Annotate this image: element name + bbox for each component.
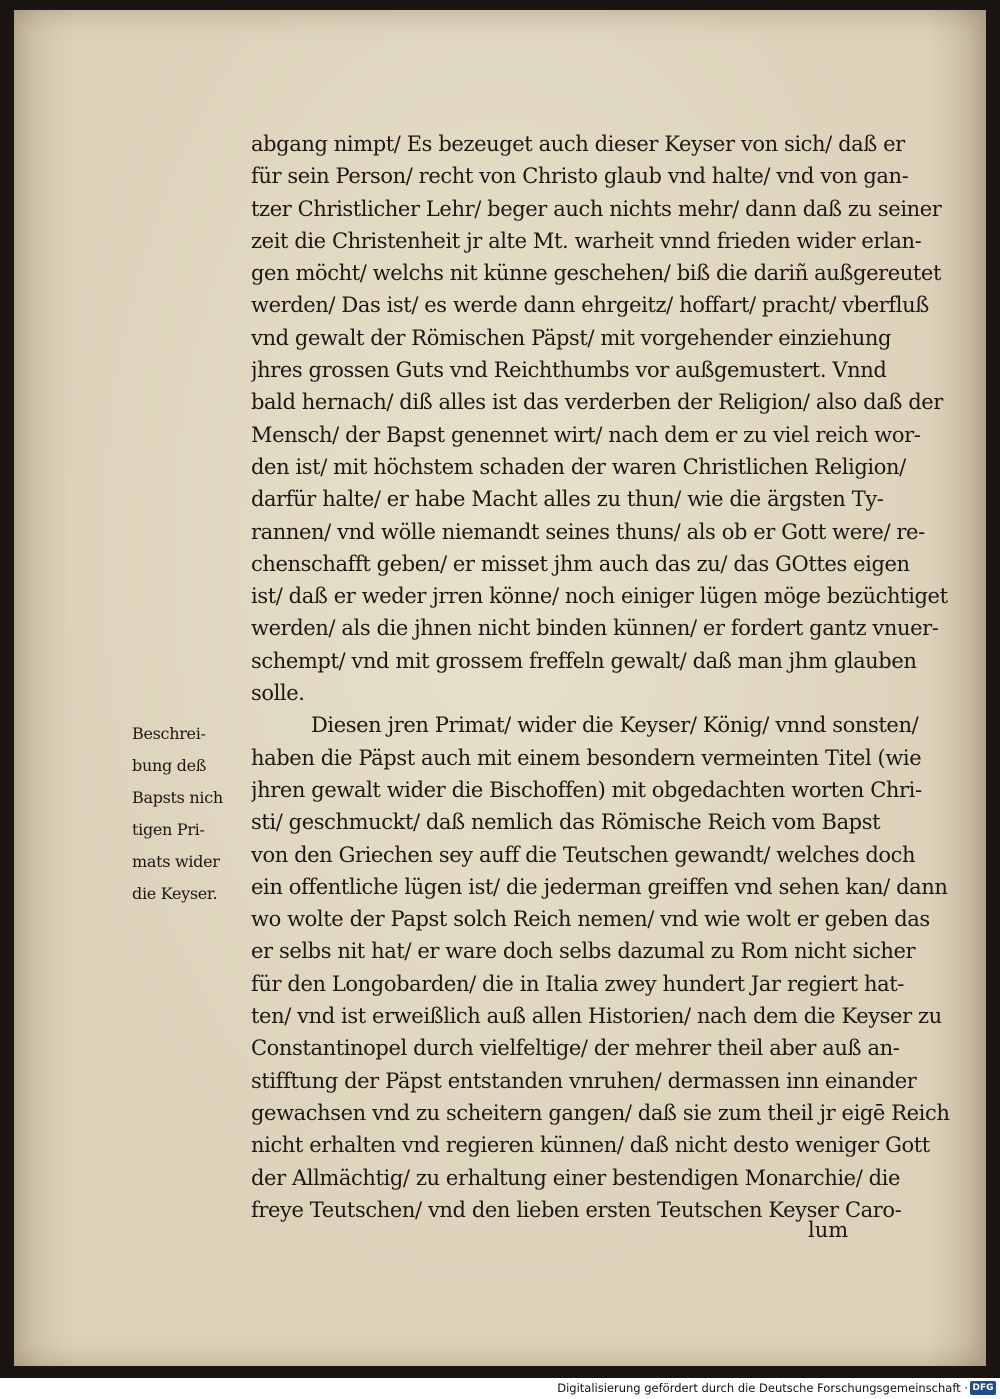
text-line: zeit die Christenheit jr alte Mt. warheit vnnd frieden wider erlan-: [251, 228, 922, 253]
text-line: nicht erhalten vnd regieren künnen/ daß nicht desto weniger Gott: [251, 1133, 930, 1158]
main-text-block: [251, 128, 963, 1226]
text-line: jhren gewalt wider die Bischoffen) mit obgedachten worten Chri-: [251, 777, 922, 802]
text-line: darfür halte/ er habe Macht alles zu thun/ wie die ärgsten Ty-: [251, 487, 884, 512]
text-line: werden/ als die jhnen nicht binden künnen/ er fordert gantz vnuer-: [251, 616, 939, 641]
text-line: bald hernach/ diß alles ist das verderben der Religion/ also daß der: [251, 390, 943, 415]
text-line: Mensch/ der Bapst genennet wirt/ nach dem er zu viel reich wor-: [251, 422, 921, 447]
text-line: sti/ geschmuckt/ daß nemlich das Römische Reich vom Bapst: [251, 810, 881, 835]
text-line: jhres grossen Guts vnd Reichthumbs vor außgemustert. Vnnd: [251, 358, 887, 383]
dfg-logo-icon: DFG: [970, 1381, 996, 1395]
text-line: werden/ Das ist/ es werde dann ehrgeitz/ hoffart/ pracht/ vberfluß: [251, 293, 929, 318]
text-line: der Allmächtig/ zu erhaltung einer bestendigen Monarchie/ die: [251, 1165, 901, 1190]
marginal-note-line: bung deß: [132, 756, 207, 775]
text-line: abgang nimpt/ Es bezeuget auch dieser Keyser von sich/ daß er: [251, 132, 905, 156]
text-line: er selbs nit hat/ er ware doch selbs dazumal zu Rom nicht sicher: [251, 939, 916, 964]
text-line: stifftung der Päpst entstanden vnruhen/ dermassen inn einander: [251, 1068, 917, 1093]
text-line: ten/ vnd ist erweißlich auß allen Historien/ nach dem die Keyser zu: [251, 1004, 942, 1029]
text-line: rannen/ vnd wölle niemandt seines thuns/ als ob er Gott were/ re-: [251, 519, 925, 544]
footer-funding-text: Digitalisierung gefördert durch die Deutsche Forschungsgemeinschaft ·: [557, 1381, 968, 1395]
text-line: Constantinopel durch vielfeltige/ der mehrer theil aber auß an-: [251, 1036, 900, 1061]
text-line: für sein Person/ recht von Christo glaub vnd halte/ vnd von gan-: [251, 164, 909, 189]
text-line: von den Griechen sey auff die Teutschen gewandt/ welches doch: [251, 842, 916, 867]
text-line: gen möcht/ welchs nit künne geschehen/ biß die dariñ außgereutet: [251, 261, 941, 286]
footer-bar: [0, 1378, 1000, 1399]
marginal-note-line: tigen Pri-: [132, 820, 205, 839]
marginal-note: [132, 718, 262, 910]
text-line: vnd gewalt der Römischen Päpst/ mit vorgehender einziehung: [251, 325, 892, 350]
marginal-note-line: mats wider: [132, 852, 220, 871]
marginal-note-line: die Keyser.: [132, 884, 218, 903]
text-line: gewachsen vnd zu scheitern gangen/ daß sie zum theil jr eigē Reich: [251, 1100, 950, 1125]
marginal-note-line: Beschrei-: [132, 724, 206, 743]
text-line: chenschafft geben/ er misset jhm auch das zu/ das GOttes eigen: [251, 551, 910, 576]
text-line: für den Longobarden/ die in Italia zwey hundert Jar regiert hat-: [251, 971, 904, 996]
book-page: [14, 10, 986, 1366]
text-line: Diesen jren Primat/ wider die Keyser/ König/ vnnd sonsten/: [311, 713, 919, 738]
catchword: lum: [808, 1218, 849, 1242]
marginal-note-line: Bapsts nich: [132, 788, 223, 807]
text-line: ein offentliche lügen ist/ die jederman greiffen vnd sehen kan/ dann: [251, 874, 948, 899]
text-line: freye Teutschen/ vnd den lieben ersten Teutschen Keyser Caro-: [251, 1197, 902, 1222]
text-line: haben die Päpst auch mit einem besondern vermeinten Titel (wie: [251, 745, 922, 770]
text-line: tzer Christlicher Lehr/ beger auch nichts mehr/ dann daß zu seiner: [251, 196, 942, 221]
text-line: wo wolte der Papst solch Reich nemen/ vnd wie wolt er geben das: [251, 907, 930, 932]
text-line: den ist/ mit höchstem schaden der waren Christlichen Religion/: [251, 454, 906, 479]
text-line: schempt/ vnd mit grossem freffeln gewalt/ daß man jhm glauben: [251, 648, 917, 673]
text-line: ist/ daß er weder jrren könne/ noch einiger lügen möge bezüchtiget: [251, 584, 948, 609]
text-line: solle.: [251, 681, 305, 706]
